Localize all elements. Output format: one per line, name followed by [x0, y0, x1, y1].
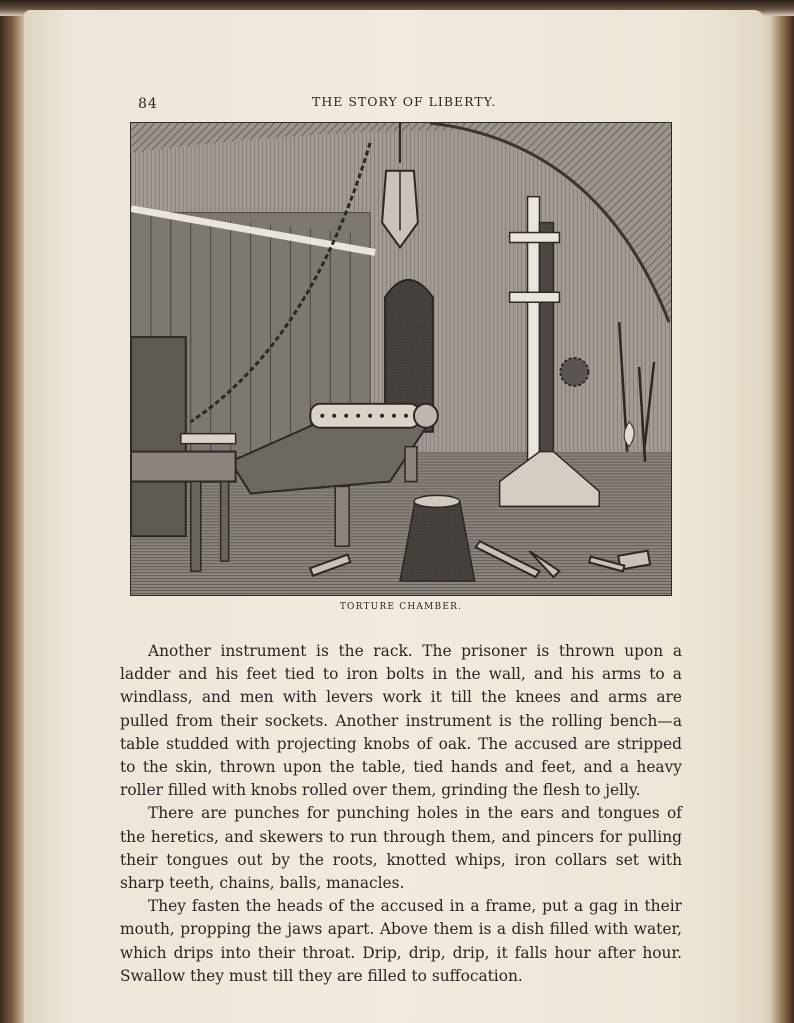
engraving-image — [131, 123, 671, 595]
page-number: 84 — [138, 96, 158, 112]
illustration-caption: TORTURE CHAMBER. — [339, 602, 463, 612]
paragraph-rack: Another instrument is the rack. The prisoner is thrown upon a ladder and his feet tied to iron bolts in the wall, and his arms to a windlass, and men with levers work it till the knees and arms are pulled from their sockets. Another instrument is the rolling bench—a table studded with projecting knobs of oak. The accused are stripped to the skin, thrown upon the table, tied hands and feet, and a heavy roller filled with knobs rolled over them, grinding the flesh to jelly. — [120, 642, 682, 800]
torture-chamber-engraving — [130, 122, 672, 596]
body-text — [120, 640, 682, 988]
paragraph-punches: There are punches for punching holes in the ears and tongues of the heretics, and skewers to run through them, and pincers for pulling their tongues out by the roots, knotted whips, iron collars set with sharp teeth, chains, balls, manacles. — [120, 804, 682, 893]
running-title: THE STORY OF LIBERTY. — [312, 94, 497, 109]
paragraph-frame: They fasten the heads of the accused in a frame, put a gag in their mouth, propping the jaws apart. Above them is a dish filled with water, which drips into their throat. Drip, drip, drip, it falls hour after hour. Swallow they must till they are filled to suffocation. — [120, 897, 682, 985]
